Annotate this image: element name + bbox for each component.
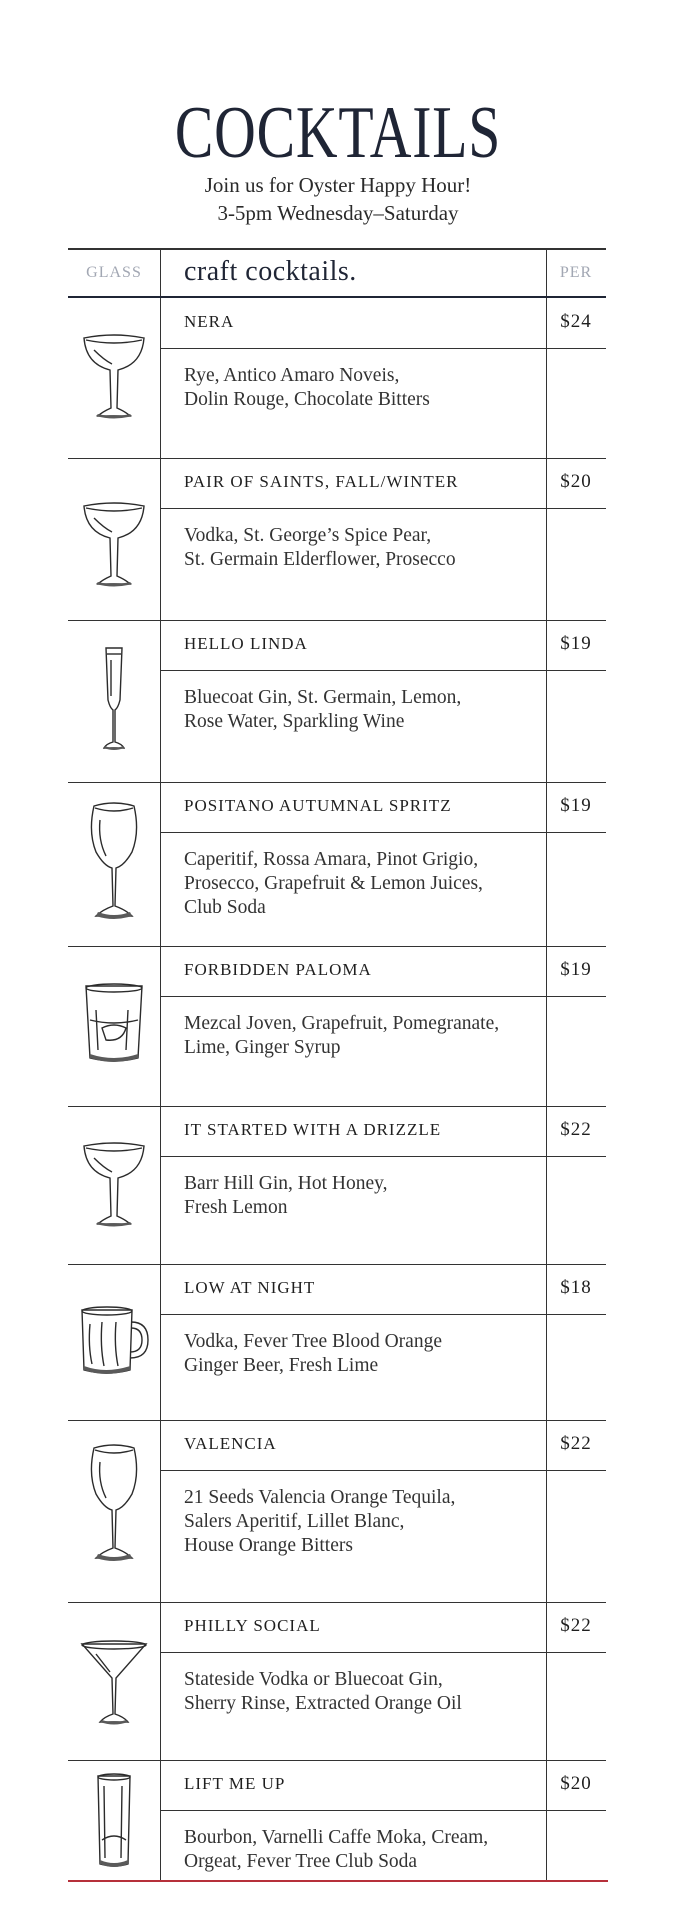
menu-item — [68, 1420, 606, 1602]
cocktail-menu-table — [68, 248, 606, 1882]
item-price: $18 — [560, 1277, 592, 1298]
menu-item — [68, 458, 606, 620]
item-name: LIFT ME UP — [184, 1774, 286, 1793]
item-price: $22 — [560, 1615, 592, 1636]
menu-item — [68, 1106, 606, 1264]
happy-hour-line: Join us for Oyster Happy Hour! — [204, 173, 472, 197]
rocks-glass-icon — [74, 980, 154, 1075]
item-price: $20 — [560, 471, 592, 492]
menu-item — [68, 782, 606, 946]
item-name: NERA — [184, 312, 235, 331]
item-price: $20 — [560, 1773, 592, 1794]
item-name: PHILLY SOCIAL — [184, 1616, 321, 1635]
menu-item — [68, 1760, 606, 1882]
item-name: POSITANO AUTUMNAL SPRITZ — [184, 796, 452, 815]
item-description: Vodka, St. George’s Spice Pear, St. Germain Elderflower, Prosecco — [184, 525, 456, 570]
wine-glass-icon — [74, 798, 154, 933]
item-description: Bourbon, Varnelli Caffe Moka, Cream, Orgeat, Fever Tree Club Soda — [184, 1827, 489, 1872]
item-price: $22 — [560, 1433, 592, 1454]
bottom-rule — [68, 1880, 608, 1882]
wine-glass-icon — [74, 1440, 154, 1575]
item-name: FORBIDDEN PALOMA — [184, 960, 372, 979]
section-title: craft cocktails. — [184, 256, 357, 287]
menu-item — [68, 946, 606, 1106]
coupe-glass-icon — [74, 492, 154, 597]
item-price: $19 — [560, 795, 592, 816]
collins-glass-icon — [74, 1770, 154, 1879]
item-price: $22 — [560, 1119, 592, 1140]
item-description: Mezcal Joven, Grapefruit, Pomegranate, Lime, Ginger Syrup — [184, 1013, 500, 1058]
coupe-glass-icon — [74, 324, 154, 429]
item-price: $19 — [560, 959, 592, 980]
item-description: Caperitif, Rossa Amara, Pinot Grigio, Prosecco, Grapefruit & Lemon Juices, Club Soda — [184, 849, 483, 918]
glass-column-header: GLASS — [86, 264, 142, 281]
happy-hour-times: 3-5pm Wednesday–Saturday — [217, 201, 459, 225]
coupe-glass-icon — [74, 1132, 154, 1237]
item-price: $24 — [560, 311, 592, 332]
item-name: IT STARTED WITH A DRIZZLE — [184, 1120, 442, 1139]
item-description: Rye, Antico Amaro Noveis, Dolin Rouge, Chocolate Bitters — [184, 365, 430, 410]
menu-item — [68, 620, 606, 782]
mule-mug-icon — [74, 1300, 154, 1395]
table-header-row — [68, 248, 606, 298]
menu-item — [68, 298, 606, 458]
item-name: LOW AT NIGHT — [184, 1278, 316, 1297]
item-description: Vodka, Fever Tree Blood Orange Ginger Beer, Fresh Lime — [184, 1331, 442, 1376]
item-description: Stateside Vodka or Bluecoat Gin, Sherry Rinse, Extracted Orange Oil — [184, 1669, 462, 1714]
page-title: COCKTAILS — [174, 92, 502, 174]
flute-glass-icon — [74, 642, 154, 761]
martini-glass-icon — [74, 1632, 154, 1737]
item-description: Barr Hill Gin, Hot Honey, Fresh Lemon — [184, 1173, 388, 1218]
item-price: $19 — [560, 633, 592, 654]
menu-item — [68, 1264, 606, 1420]
item-description: 21 Seeds Valencia Orange Tequila, Salers Aperitif, Lillet Blanc, House Orange Bitters — [184, 1487, 456, 1556]
item-description: Bluecoat Gin, St. Germain, Lemon, Rose Water, Sparkling Wine — [184, 687, 462, 732]
item-name: PAIR OF SAINTS, FALL/WINTER — [184, 472, 459, 491]
item-name: VALENCIA — [184, 1434, 277, 1453]
menu-item — [68, 1602, 606, 1760]
item-name: HELLO LINDA — [184, 634, 308, 653]
per-column-header: PER — [559, 264, 593, 281]
